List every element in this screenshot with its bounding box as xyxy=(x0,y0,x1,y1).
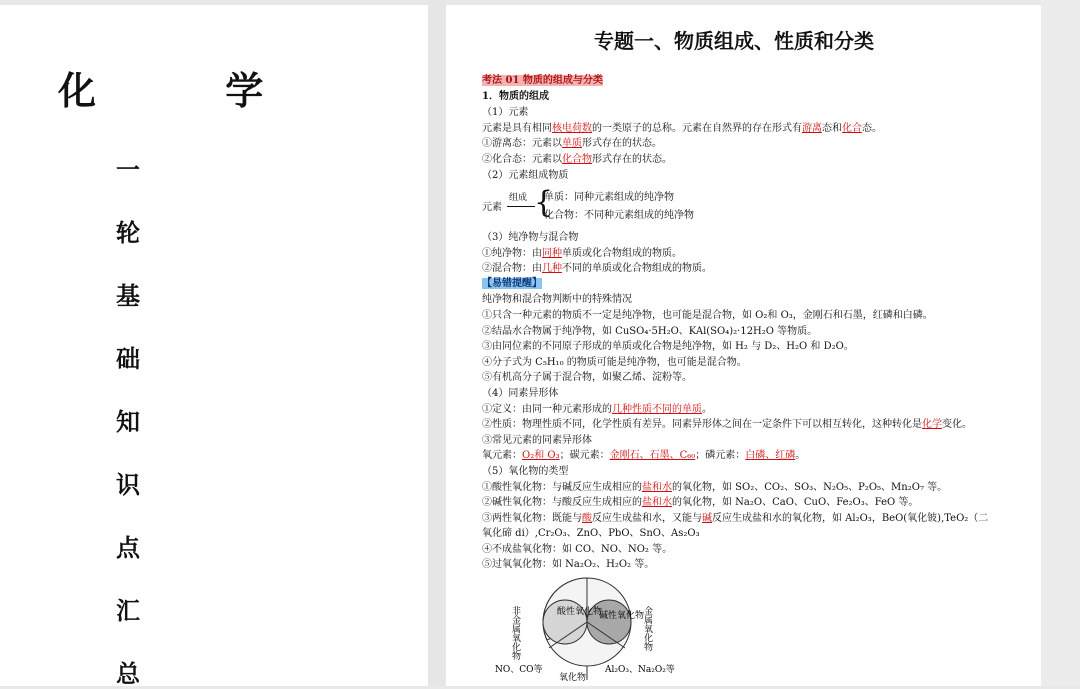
subheading: （2）元素组成物质 xyxy=(482,170,569,181)
text-line: 元素是具有相同核电荷数的一类原子的总称。元素在自然界的存在形式有游离态和化合态。 xyxy=(482,123,882,134)
text-line: ④分子式为 C₅H₁₀ 的物质可能是纯净物，也可能是混合物。 xyxy=(482,357,747,368)
cover-char: 基 xyxy=(116,281,140,310)
text-line: ①酸性氧化物：与碱反应生成相应的盐和水的氧化物，如 SO₂、CO₂、SO₃、N₂O₅、P₂O₅、Mn₂O₇ 等。 xyxy=(482,482,948,493)
cover-char: 汇 xyxy=(116,596,140,625)
text-line: ⑤有机高分子属于混合物，如聚乙烯、淀粉等。 xyxy=(482,372,692,383)
subheading: （5）氧化物的类型 xyxy=(482,466,569,477)
cover-char: 总 xyxy=(116,659,140,688)
text-line: ①只含一种元素的物质不一定是纯净物，也可能是混合物，如 O₂和 O₃，金刚石和石墨，红磷和白磷。 xyxy=(482,310,933,321)
pie-label-oxide: 氧化物 xyxy=(559,673,587,683)
brace-top: 单质：同种元素组成的纯净物 xyxy=(544,192,674,203)
subheading: （4）同素异形体 xyxy=(482,388,559,399)
cover-char: 础 xyxy=(116,344,140,373)
text-line: ①定义：由同一种元素形成的几种性质不同的单质。 xyxy=(482,404,712,415)
document-page[interactable] xyxy=(446,5,1041,686)
arrow-line xyxy=(507,206,535,207)
text-line: ⑤过氧氧化物：如 Na₂O₂、H₂O₂ 等。 xyxy=(482,559,655,570)
text-line: ③由同位素的不同原子形成的单质或化合物是纯净物，如 H₂ 与 D₂、H₂O 和 D₂O。 xyxy=(482,341,854,352)
text-line: 氧化碲 di）,Cr₂O₃、ZnO、PbO、SnO、As₂O₃ xyxy=(482,528,700,539)
text-line: 纯净物和混合物判断中的特殊情况 xyxy=(482,294,632,305)
pie-label-base: 碱性氧化物 xyxy=(599,611,645,621)
right-margin xyxy=(1041,0,1080,686)
cover-char: 轮 xyxy=(116,218,140,247)
page-title: 专题一、物质组成、性质和分类 xyxy=(594,29,874,53)
brace-bottom: 化合物：不同种元素组成的纯净物 xyxy=(544,210,694,221)
page-gap xyxy=(428,0,446,686)
subheading: （3）纯净物与混合物 xyxy=(482,232,579,243)
text-line: ①游离态：元素以单质形式存在的状态。 xyxy=(482,138,662,149)
text-line: ③两性氧化物：既能与酸反应生成盐和水，又能与碱反应生成盐和水的氧化物，如 Al₂O₃，BeO(氧化铍),TeO₂（二 xyxy=(482,513,989,524)
text-line: ①纯净物：由同种单质或化合物组成的物质。 xyxy=(482,248,682,259)
pie-label-metal: 金属氧化物 xyxy=(642,606,652,651)
brace-arrow-label: 组成 xyxy=(509,193,528,203)
tip-badge: 【易错提醒】 xyxy=(482,278,542,289)
pie-label-nonmetal: 非金属氧化物 xyxy=(510,606,520,660)
text-line: ③常见元素的同素异形体 xyxy=(482,435,592,446)
brace-left-label: 元素 xyxy=(482,202,502,213)
brace-icon: { xyxy=(534,185,554,220)
cover-char: 一 xyxy=(116,155,140,184)
text-line: ②混合物：由几种不同的单质或化合物组成的物质。 xyxy=(482,263,712,274)
text-line: ②碱性氧化物：与酸反应生成相应的盐和水的氧化物，如 Na₂O、CaO、CuO、Fe₂O₃、FeO 等。 xyxy=(482,497,919,508)
cover-page xyxy=(0,5,428,686)
section-heading: 考法 01 物质的组成与分类 xyxy=(482,75,603,86)
cover-char: 知 xyxy=(116,407,140,436)
heading: 1．物质的组成 xyxy=(482,91,549,102)
text-line: ④不成盐氧化物：如 CO、NO、NO₂ 等。 xyxy=(482,544,673,555)
cover-title: 化 学 xyxy=(58,68,322,113)
cover-char: 识 xyxy=(116,470,140,499)
text-line: ②性质：物理性质不同，化学性质有差异。同素异形体之间在一定条件下可以相互转化，这种转化是化学变化。 xyxy=(482,419,972,430)
pie-label-amphoteric: Al₂O₃、Na₂O₂等 xyxy=(605,665,675,675)
subheading: （1）元素 xyxy=(482,107,529,118)
oxide-classification-pie xyxy=(487,576,687,684)
pie-label-acid: 酸性氧化物 xyxy=(557,607,603,617)
pie-label-neutral: NO、CO等 xyxy=(495,665,543,675)
cover-char: 点 xyxy=(116,533,140,562)
text-line: ②结晶水合物属于纯净物，如 CuSO₄·5H₂O、KAl(SO₄)₂·12H₂O 等物质。 xyxy=(482,326,818,337)
text-line: ②化合态：元素以化合物形式存在的状态。 xyxy=(482,154,672,165)
text-line: 氧元素：O₂和 O₃；碳元素：金刚石、石墨、C₆₀；磷元素：白磷、红磷。 xyxy=(482,450,806,461)
